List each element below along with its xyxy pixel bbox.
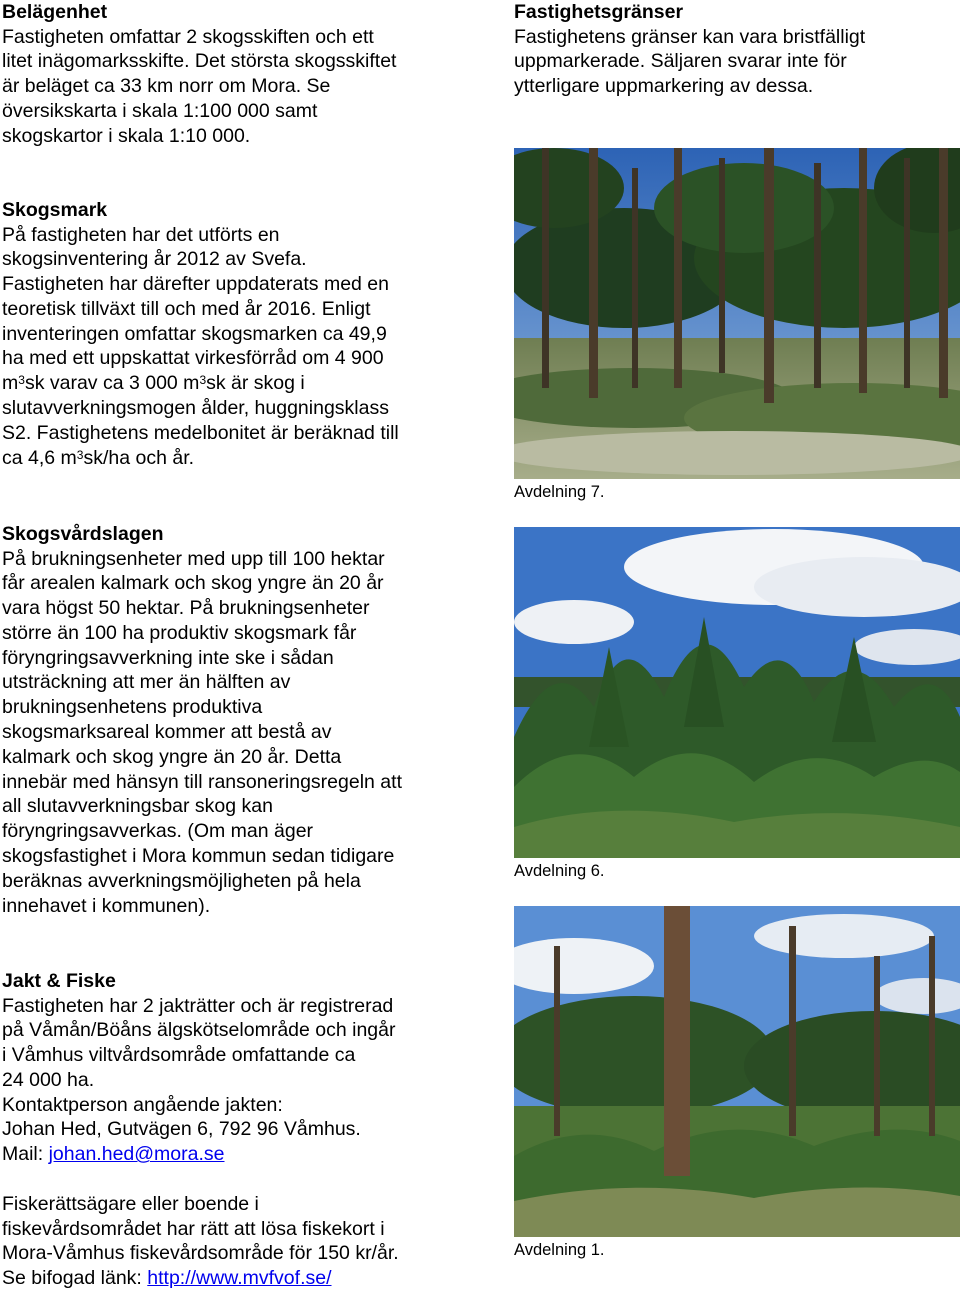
link-label: Se bifogad länk: bbox=[2, 1267, 148, 1290]
text-fragment: m bbox=[2, 372, 19, 395]
text-line: 24 000 ha. bbox=[2, 1068, 95, 1091]
heading-belagenhet: Belägenhet bbox=[2, 1, 108, 23]
text-fragment: sk är skog i bbox=[206, 372, 305, 395]
text-line: kalmark och skog yngre än 20 år. Detta bbox=[2, 745, 342, 768]
spacer bbox=[2, 1167, 472, 1192]
forest-photo-avdelning-6 bbox=[514, 527, 960, 858]
text-line bbox=[2, 446, 472, 471]
mail-label: Mail: bbox=[2, 1143, 49, 1166]
web-link[interactable]: http://www.mvfvof.se/ bbox=[147, 1267, 332, 1290]
superscript: 3 bbox=[76, 447, 84, 462]
text-line: all slutavverkningsbar skog kan bbox=[2, 795, 273, 818]
text-line: är beläget ca 33 km norr om Mora. Se bbox=[2, 75, 331, 98]
text-line: skogskartor i skala 1:10 000. bbox=[2, 124, 251, 147]
text-line: får arealen kalmark och skog yngre än 20 år bbox=[2, 572, 384, 595]
text-line: innehavet i kommunen). bbox=[2, 894, 211, 917]
section-jakt-fiske bbox=[2, 969, 472, 1291]
fastighetsgranser-text bbox=[514, 25, 960, 99]
text-line: ytterligare uppmarkering av dessa. bbox=[514, 75, 814, 98]
forest-photo-avdelning-7 bbox=[514, 148, 960, 479]
superscript: 3 bbox=[199, 373, 207, 388]
skogsvardslagen-text bbox=[2, 547, 472, 919]
section-skogsvardslagen bbox=[2, 522, 472, 918]
text-line: föryngringsavverkning inte ske i sådan bbox=[2, 646, 334, 669]
text-line: slutavverkningsmogen ålder, huggningsklass bbox=[2, 397, 389, 420]
section-skogsmark bbox=[2, 198, 472, 470]
text-line: Fastigheten har därefter uppdaterats med en bbox=[2, 273, 389, 296]
heading-jakt-fiske: Jakt & Fiske bbox=[2, 970, 116, 992]
text-line: större än 100 ha produktiv skogsmark får bbox=[2, 621, 357, 644]
text-line: inventeringen omfattar skogsmarken ca 49,9 bbox=[2, 322, 387, 345]
text-line: fiskevårdsområdet har rätt att lösa fiskekort i bbox=[2, 1217, 385, 1240]
text-line: På fastigheten har det utförts en bbox=[2, 223, 280, 246]
mail-link[interactable]: johan.hed@mora.se bbox=[48, 1143, 225, 1166]
superscript: 3 bbox=[18, 373, 25, 388]
heading-skogsmark: Skogsmark bbox=[2, 199, 108, 221]
text-line: på Våmån/Böåns älgskötselområde och ingår bbox=[2, 1019, 396, 1042]
text-line: skogsmarksareal kommer att bestå av bbox=[2, 721, 332, 744]
text-line: beräknas avverkningsmöjligheten på hela bbox=[2, 869, 361, 892]
link-line bbox=[2, 1266, 472, 1291]
text-line: Kontaktperson angående jakten: bbox=[2, 1093, 283, 1116]
forest-photo-avdelning-1 bbox=[514, 906, 960, 1237]
text-fragment: ca 4,6 m bbox=[2, 446, 77, 469]
text-fragment: sk varav ca 3 000 m bbox=[24, 372, 200, 395]
text-line: teoretisk tillväxt till och med år 2016. Enligt bbox=[2, 297, 371, 320]
text-line: vara högst 50 hektar. På brukningsenheter bbox=[2, 597, 370, 620]
text-line: Fastigheten har 2 jakträtter och är registrerad bbox=[2, 994, 394, 1017]
text-line: Fiskerättsägare eller boende i bbox=[2, 1192, 259, 1215]
section-fastighetsgranser bbox=[514, 0, 960, 99]
text-line: översikskarta i skala 1:100 000 samt bbox=[2, 99, 318, 122]
text-line: Fastigheten omfattar 2 skogsskiften och ett bbox=[2, 25, 374, 48]
text-line: Mora-Våmhus fiskevårdsområde för 150 kr/år. bbox=[2, 1242, 399, 1265]
text-line: ha med ett uppskattat virkesförråd om 4 900 bbox=[2, 347, 384, 370]
text-line: Johan Hed, Gutvägen 6, 792 96 Våmhus. bbox=[2, 1118, 361, 1141]
text-line: litet inägomarksskifte. Det största skogsskiftet bbox=[2, 50, 397, 73]
text-line: utsträckning att mer än hälften av bbox=[2, 671, 291, 694]
text-line: På brukningsenheter med upp till 100 hektar bbox=[2, 547, 385, 570]
caption-avdelning-7: Avdelning 7. bbox=[514, 483, 605, 501]
text-line: brukningsenhetens produktiva bbox=[2, 696, 263, 719]
caption-avdelning-6: Avdelning 6. bbox=[514, 862, 605, 880]
mail-line bbox=[2, 1142, 472, 1167]
jakt-text bbox=[2, 994, 472, 1292]
belagenhet-text bbox=[2, 25, 472, 149]
text-line bbox=[2, 371, 472, 396]
caption-avdelning-1: Avdelning 1. bbox=[514, 1241, 605, 1259]
heading-skogsvardslagen: Skogsvårdslagen bbox=[2, 523, 164, 545]
text-line: Fastighetens gränser kan vara bristfälligt bbox=[514, 25, 866, 48]
text-line: uppmarkerade. Säljaren svarar inte för bbox=[514, 50, 847, 73]
text-line: skogsinventering år 2012 av Svefa. bbox=[2, 248, 307, 271]
heading-fastighetsgranser: Fastighetsgränser bbox=[514, 1, 684, 23]
text-fragment: sk/ha och år. bbox=[83, 446, 195, 469]
section-belagenhet bbox=[2, 0, 472, 148]
skogsmark-text bbox=[2, 223, 472, 471]
text-line: i Våmhus viltvårdsområde omfattande ca bbox=[2, 1044, 356, 1067]
text-line: S2. Fastighetens medelbonitet är beräknad till bbox=[2, 421, 399, 444]
text-line: innebär med hänsyn till ransoneringsregeln att bbox=[2, 770, 402, 793]
text-line: skogsfastighet i Mora kommun sedan tidigare bbox=[2, 845, 395, 868]
text-line: föryngringsavverkas. (Om man äger bbox=[2, 820, 314, 843]
